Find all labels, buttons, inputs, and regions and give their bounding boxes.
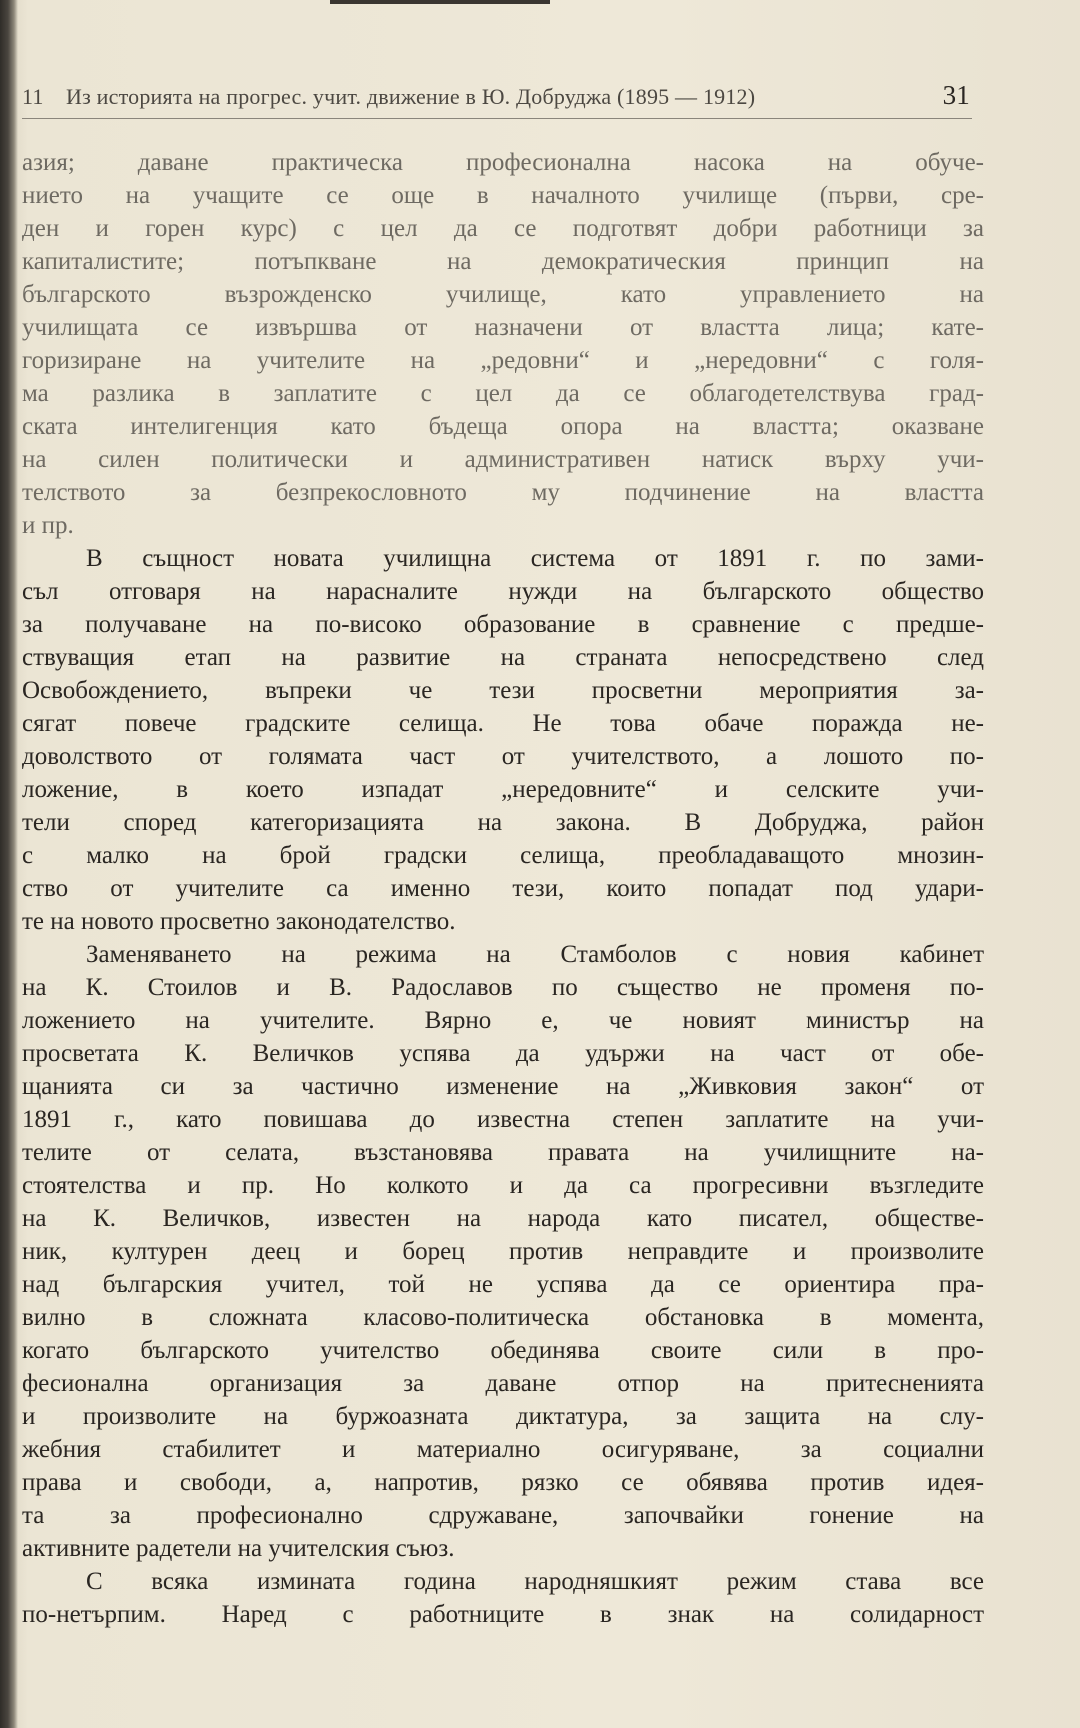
text-line: активните радетели на учителския съюз. xyxy=(22,1535,455,1562)
text-line: жебния стабилитет и материално осигуряване, за социални xyxy=(22,1436,984,1463)
text-line: когато българското учителство обединява своите сили в про- xyxy=(22,1337,984,1364)
text-line: капиталистите; потъпкване на демократическия принцип на xyxy=(22,248,984,275)
text-line: ложението на учителите. Вярно е, че новият министър на xyxy=(22,1007,984,1034)
text-line: и пр. xyxy=(22,512,74,539)
text-line: ствуващия етап на развитие на страната непосредствено след xyxy=(22,644,984,671)
text-line: с малко на брой градски селища, преобладаващото мнозин- xyxy=(22,842,984,869)
text-line: българското възрожденско училище, като управлението на xyxy=(22,281,984,308)
text-line: ство от учителите са именно тези, които попадат под удари- xyxy=(22,875,984,902)
text-line: на силен политически и административен натиск върху учи- xyxy=(22,446,984,473)
top-edge-mark xyxy=(330,0,550,4)
text-line: нието на учащите се още в началното училище (първи, сре- xyxy=(22,182,984,209)
text-line: над българския учител, той не успява да се ориентира пра- xyxy=(22,1271,984,1298)
text-line: за получаване на по-високо образование в сравнение с предше- xyxy=(22,611,984,638)
text-line: ма разлика в заплатите с цел да се облагодетелствува град- xyxy=(22,380,984,407)
paragraph-first-line: С всяка измината година народняшкият режим става все xyxy=(86,1568,984,1595)
text-line: азия; даване практическа професионална насока на обуче- xyxy=(22,149,984,176)
text-line: ложение, в което изпадат „нередовните“ и селските учи- xyxy=(22,776,984,803)
text-line: 1891 г., като повишава до известна степен заплатите на учи- xyxy=(22,1106,984,1133)
text-line: телите от селата, възстановява правата на училищните на- xyxy=(22,1139,984,1166)
text-line: та за професионално сдружаване, започвайки гонение на xyxy=(22,1502,984,1529)
text-line: Освобождението, въпреки че тези просветни мероприятия за- xyxy=(22,677,984,704)
running-head xyxy=(22,80,970,114)
text-line: вилно в сложната класово-политическа обстановка в момента, xyxy=(22,1304,984,1331)
text-line: стоятелства и пр. Но колкото и да са прогресивни възгледите xyxy=(22,1172,984,1199)
text-line: доволството от голямата част от учителството, а лошото по- xyxy=(22,743,984,770)
body-text xyxy=(22,146,984,1631)
text-line: тели според категоризацията на закона. В Добруджа, район xyxy=(22,809,984,836)
book-spine-shadow xyxy=(0,0,18,1728)
running-head-title: Из историята на прогрес. учит. движение в Ю. Добруджа (1895 — 1912) xyxy=(66,84,756,109)
text-line: на К. Величков, известен на народа като писател, обществе- xyxy=(22,1205,984,1232)
text-line: училищата се извършва от назначени от властта лица; кате- xyxy=(22,314,984,341)
page-number: 31 xyxy=(942,80,970,110)
text-line: ден и горен курс) с цел да се подготвят добри работници за xyxy=(22,215,984,242)
text-line: фесионална организация за даване отпор на притесненията xyxy=(22,1370,984,1397)
paragraph-first-line: В същност новата училищна система от 1891 г. по зами- xyxy=(86,545,984,572)
text-line: права и свободи, а, напротив, рязко се обявява против идея- xyxy=(22,1469,984,1496)
header-rule xyxy=(22,118,972,119)
text-line: те на новото просветно законодателство. xyxy=(22,908,456,935)
text-line: ската интелигенция като бъдеща опора на властта; оказване xyxy=(22,413,984,440)
section-number: 11 xyxy=(22,84,44,109)
text-line: по-нетърпим. Наред с работниците в знак на солидарност xyxy=(22,1601,984,1628)
text-line: горизиране на учителите на „редовни“ и „нередовни“ с голя- xyxy=(22,347,984,374)
text-line: на К. Стоилов и В. Радославов по същество не променя по- xyxy=(22,974,984,1001)
text-line: сягат повече градските селища. Не това обаче поражда не- xyxy=(22,710,984,737)
text-line: телството за безпрекословното му подчинение на властта xyxy=(22,479,984,506)
text-line: ник, културен деец и борец против неправдите и произволите xyxy=(22,1238,984,1265)
text-line: просветата К. Величков успява да удържи на част от обе- xyxy=(22,1040,984,1067)
text-line: съл отговаря на нарасналите нужди на българското общество xyxy=(22,578,984,605)
text-line: и произволите на буржоазната диктатура, за защита на слу- xyxy=(22,1403,984,1430)
paragraph-first-line: Заменяването на режима на Стамболов с новия кабинет xyxy=(86,941,984,968)
text-line: щанията си за частично изменение на „Живковия закон“ от xyxy=(22,1073,984,1100)
